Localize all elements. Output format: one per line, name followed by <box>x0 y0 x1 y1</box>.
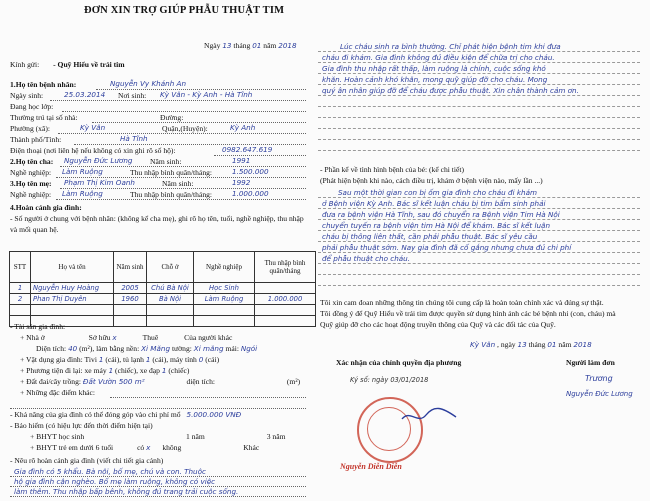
household-table <box>9 251 316 327</box>
patient-dob: 25.03.2014 <box>64 90 106 99</box>
father-income-label: Thu nhập bình quân/tháng: <box>130 168 213 177</box>
mother-dob-label: Năm sinh: <box>162 179 194 188</box>
bhyt-student-row: + BHYT học sinh 1 năm 3 năm <box>30 432 286 441</box>
story-line: quý ân nhân giúp đỡ để cháu được phẫu thuật. Xin chân thành cảm ơn. <box>322 86 579 95</box>
story-line: cháu đi khám. Gia đình không đủ điều kiện để chữa trị cho cháu. <box>322 53 555 62</box>
table-cell: Bà Nội <box>147 294 194 305</box>
table-header: Thu nhập bình quân/tháng <box>255 252 316 283</box>
patient-birthplace: Kỳ Văn - Kỳ Anh - Hà Tĩnh <box>160 90 253 99</box>
applicant-signature: Trương <box>585 374 613 383</box>
family-heading: 4.Hoàn cảnh gia đình: <box>10 203 82 212</box>
form-title: ĐƠN XIN TRỢ GIÚP PHẪU THUẬT TIM <box>84 5 285 16</box>
circumstance-label: - Nêu rõ hoàn cảnh gia đình (viết chi tiết gia cảnh) <box>10 456 164 465</box>
father-dob: 1991 <box>232 156 251 165</box>
mother-dob: 1992 <box>232 178 251 187</box>
assets-heading: - Tài sản gia đình: <box>10 322 66 331</box>
ward-label: Phường (xã): <box>10 124 50 133</box>
ward: Kỳ Văn <box>80 123 106 132</box>
table-header: Chỗ ở <box>147 252 194 283</box>
history-line: để phẫu thuật cho cháu. <box>322 254 411 263</box>
story-line: khăn. Hoàn cảnh khó khăn, mong quỹ giúp đỡ cho cháu. Mong <box>322 75 548 84</box>
table-cell: Học Sinh <box>194 283 255 294</box>
table-cell <box>194 316 255 327</box>
recipient: Kính gửi: - Quỹ Hiểu về trái tim <box>10 60 125 69</box>
table-header: Năm sinh <box>114 252 147 283</box>
applicant-name: Nguyễn Đức Lương <box>566 390 633 398</box>
address-label: Thường trú tại số nhà: <box>10 113 78 122</box>
land-row: + Đất đai/cây trồng: Đất Vườn 500 m² diện tích: (m²) <box>20 377 301 386</box>
mother-job: Làm Ruộng <box>62 189 103 198</box>
sign-date: Kỳ Văn , ngày 13 tháng 01 năm 2018 <box>470 340 592 349</box>
vehicle-row: + Phương tiện đi lại: xe máy 1 (chiếc), xe đạp 1 (chiếc) <box>20 366 190 375</box>
table-cell <box>147 316 194 327</box>
mother-name: Phạm Thị Kim Oanh <box>64 178 135 187</box>
applicant-label: Người làm đơn <box>566 358 615 367</box>
table-cell <box>114 316 147 327</box>
table-cell <box>255 283 316 294</box>
table-cell <box>255 316 316 327</box>
commit-line: Quỹ giúp đỡ cho các hoạt động truyền thông của Quỹ và các đối tác của Quỹ. <box>320 320 556 329</box>
father-name: Nguyễn Đức Lương <box>64 156 133 165</box>
table-cell: 1960 <box>114 294 147 305</box>
city-label: Thành phố/Tỉnh: <box>10 135 62 144</box>
table-row <box>10 305 316 316</box>
phone: 0982.647.619 <box>222 145 273 154</box>
road-label: Đường: <box>160 113 184 122</box>
table-cell <box>10 305 31 316</box>
circumstance-line: hộ gia đình cận nghèo. Bố mẹ làm ruộng, không có việc <box>14 477 216 486</box>
gov-note: Ký số: ngày 03/01/2018 <box>350 376 429 384</box>
table-cell: Nguyễn Huy Hoàng <box>31 283 114 294</box>
table-cell: Làm Ruộng <box>194 294 255 305</box>
family-note-2: và mối quan hệ. <box>10 225 59 234</box>
story-line: Lúc cháu sinh ra bình thường. Chỉ phát hiện bệnh tim khi đưa <box>340 42 561 51</box>
city: Hà Tĩnh <box>120 134 148 143</box>
mother-income: 1.000.000 <box>232 189 269 198</box>
house-row: + Nhà ở Sở hữu x Thuê Của người khác <box>20 333 233 342</box>
history-line: Sau một thời gian con bị ốm gia đình cho cháu đi khám <box>338 188 537 197</box>
house-details: Diện tích: 40 (m²), làm bằng nền: Xi Măng tường: Xi măng mái: Ngói <box>36 344 258 353</box>
table-cell: Chú Bà Nội <box>147 283 194 294</box>
history-line: đưa ra bệnh viện Hà Tĩnh, sau đó chuyển ra Bệnh viện Tim Hà Nội <box>322 210 560 219</box>
table-cell <box>194 305 255 316</box>
commit-line: Tôi xin cam đoan những thông tin chúng tôi cung cấp là hoàn toàn chính xác và đúng sự thật. <box>320 298 604 307</box>
history-line: cháu bị thông liên thất, cần phải phẫu thuật. Bác sĩ yêu cầu <box>322 232 538 241</box>
commit-line: Tôi đồng ý để Quỹ Hiểu về trái tim được quyền sử dụng hình ảnh các bé bệnh nhi (con, cháu) mà <box>320 309 616 318</box>
history-note: (Phát hiện bệnh khi nào, cách điều trị, khám ở bệnh viện nào, mấy lần ...) <box>320 176 543 185</box>
phone-label: Điện thoại (nơi liên hệ nếu không có xin ghi rõ số hộ): <box>10 146 176 155</box>
gov-confirm-label: Xác nhận của chính quyền địa phương <box>336 358 462 367</box>
patient-name: Nguyễn Vy Khánh An <box>110 79 187 88</box>
table-row <box>10 283 316 294</box>
table-header: Nghề nghiệp <box>194 252 255 283</box>
father-label: 2.Họ tên cha: <box>10 157 54 166</box>
form-date: Ngày 13 tháng 01 năm 2018 <box>204 41 297 50</box>
father-job: Làm Ruộng <box>62 167 103 176</box>
history-label: - Phần kể về tình hình bệnh của bé: (kể chi tiết) <box>320 165 465 174</box>
father-dob-label: Năm sinh: <box>150 157 182 166</box>
table-cell: 2005 <box>114 283 147 294</box>
patient-dob-label: Ngày sinh: <box>10 91 44 100</box>
school-label: Đang học lớp: <box>10 102 54 111</box>
bhyt-child-row: + BHYT trẻ em dưới 6 tuổi có x không Khác <box>30 443 260 452</box>
table-cell <box>114 305 147 316</box>
table-cell: 1.000.000 <box>255 294 316 305</box>
table-cell <box>255 305 316 316</box>
table-cell <box>31 305 114 316</box>
other-features: + Những đặc điểm khác: <box>20 388 96 397</box>
father-income: 1.500.000 <box>232 167 269 176</box>
table-cell: 1 <box>10 283 31 294</box>
district-label: Quận,(Huyện): <box>162 124 208 133</box>
patient-birthplace-label: Nơi sinh: <box>118 91 147 100</box>
history-line: chuyển tuyến ra bệnh viện tim Hà Nội để khám. Bác sĩ kết luận <box>322 221 551 230</box>
family-note-1: - Số người ở chung với bệnh nhân: (không kể cha mẹ), ghi rõ họ tên, tuổi, nghề nghiệp, thu nhập <box>10 214 304 223</box>
story-line: Gia đình thu nhập rất thấp, làm ruộng là chính, cuộc sống khó <box>322 64 546 73</box>
mother-income-label: Thu nhập bình quân/tháng: <box>130 190 213 199</box>
table-header: Họ và tên <box>31 252 114 283</box>
mother-label: 3.Họ tên mẹ: <box>10 179 52 188</box>
mother-job-label: Nghề nghiệp: <box>10 190 52 199</box>
table-row <box>10 294 316 305</box>
gov-signature-icon <box>400 405 460 427</box>
district: Kỳ Anh <box>230 123 256 132</box>
circumstance-line: Gia đình có 5 khẩu. Bà nội, bố mẹ, chú và con. Thuộc <box>14 467 206 476</box>
father-job-label: Nghề nghiệp: <box>10 168 52 177</box>
table-header: STT <box>10 252 31 283</box>
history-line: ở Bệnh viện Kỳ Anh. Bác sĩ kết luận cháu bị tim bẩm sinh phải <box>322 199 546 208</box>
pay-row: - Khả năng của gia đình có thể đóng góp vào chi phí mổ 5.000.000 VNĐ <box>10 410 242 419</box>
tools-row: + Vật dụng gia đình: Tivi 1 (cái), tủ lạnh 1 (cái), máy tính 0 (cái) <box>20 355 220 364</box>
insurance-label: - Bảo hiểm (có hiệu lực đến thời điểm hiện tại) <box>10 421 153 430</box>
patient-name-label: 1.Họ tên bệnh nhân: <box>10 80 77 89</box>
circumstance-line: làm thêm. Thu nhập bấp bênh, không đủ trang trải cuộc sống. <box>14 487 239 496</box>
history-line: phải phẫu thuật sớm. Nay gia đình đã cố gắng nhưng chưa đủ chi phí <box>322 243 572 252</box>
table-cell: 2 <box>10 294 31 305</box>
table-cell <box>147 305 194 316</box>
table-cell: Phan Thị Duyên <box>31 294 114 305</box>
gov-signer-name: Nguyễn Diễn Diễn <box>340 462 402 471</box>
table-header-row <box>10 252 316 283</box>
